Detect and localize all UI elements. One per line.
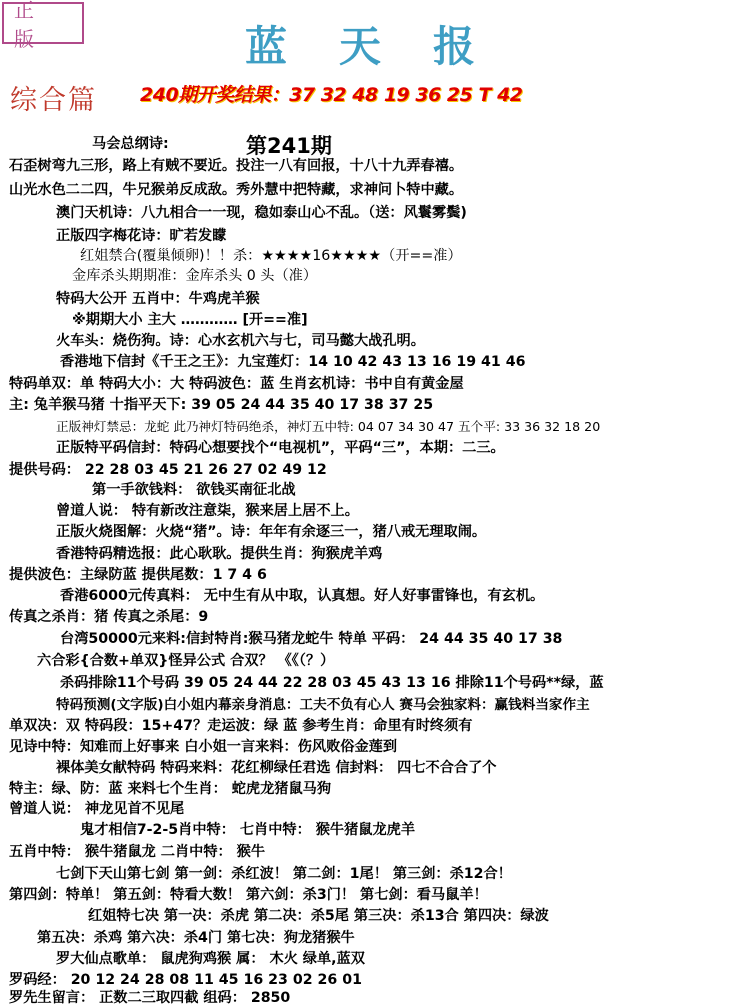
text-line: ※期期大小 主大 ………… [开==准] [72, 312, 308, 328]
previous-results: 240期开奖结果：37 32 48 19 36 25 T 42 [140, 84, 523, 106]
masthead-title: 蓝天报 [245, 22, 528, 71]
text-line: 五肖中特： 猴牛猪鼠龙 二肖中特： 猴牛 [9, 844, 266, 860]
text-line: 罗先生留言： 正数二三取四截 组码： 2850 [9, 990, 291, 1006]
section-title: 综合篇 [10, 85, 97, 116]
text-line: 主: 兔羊猴马猪 十指平天下: 39 05 24 44 35 40 17 38 37 25 [9, 397, 434, 413]
period-number: 第241期 [246, 134, 332, 158]
text-line: 六合彩{合数+单双}怪异公式 合双？ 《《（？） [37, 653, 335, 669]
text-line: 第五决：杀鸡 第六决：杀4门 第七决：狗龙猪猴牛 [37, 930, 355, 946]
text-line: 香港地下信封《千王之王》：九宝莲灯：14 10 42 43 13 16 19 41 46 [60, 354, 526, 370]
text-line: 罗大仙点歌单： 鼠虎狗鸡猴 属： 木火 绿单,蓝双 [56, 951, 365, 967]
text-line: 七剑下天山第七剑 第一剑：杀红波！ 第二剑：1尾！ 第三剑：杀12合！ [56, 866, 512, 882]
text-line: 火车头：烧伤狗。诗：心水玄机六与七，司马懿大战孔明。 [56, 333, 425, 349]
text-line: 正版火烧图解：火烧“猪”。诗：年年有余逐三一，猪八戒无理取闹。 [56, 524, 487, 540]
text-line: 特主：绿、防：蓝 来料七个生肖： 蛇虎龙猪鼠马狗 [9, 781, 332, 797]
text-line: 裸体美女献特码 特码来料：花红柳绿任君选 信封料： 四七不合合了个 [56, 760, 497, 776]
text-line: 山光水色二二四，牛兄猴弟反成敌。秀外慧中把特藏，求神问卜特中藏。 [9, 182, 464, 198]
text-line: 特码单双：单 特码大小：大 特码波色：蓝 生肖玄机诗：书中自有黄金屋 [9, 376, 464, 392]
text-line: 香港特码精选报：此心耿耿。提供生肖：狗猴虎羊鸡 [56, 546, 383, 562]
text-line: 单双决：双 特码段：15+47？走运波：绿 蓝 参考生肖：命里有时终须有 [9, 718, 473, 734]
text-line: 罗码经： 20 12 24 28 08 11 45 16 23 02 26 01 [9, 972, 362, 988]
text-line: 正版四字梅花诗：旷若发矇 [56, 228, 227, 244]
text-line: 曾道人说： 神龙见首不见尾 [9, 801, 185, 817]
text-line: 澳门天机诗：八九相合一一现，稳如泰山心不乱。（送：风鬟雾鬓) [56, 205, 467, 221]
text-line: 鬼才相信7-2-5肖中特： 七肖中特： 猴牛猪鼠龙虎羊 [80, 822, 416, 838]
text-line: 传真之杀肖：猪 传真之杀尾：9 [9, 609, 209, 625]
text-line: 红姐禁合(覆巢倾卵)！！杀：★★★★16★★★★（开==准） [80, 248, 462, 264]
text-line: 第四剑：特单！ 第五剑：特看大数！ 第六剑：杀3门！ 第七剑：看马鼠羊！ [9, 887, 488, 903]
text-line: 第一手欲钱料： 欲钱买南征北战 [92, 482, 296, 498]
text-line: 马会总纲诗: [92, 136, 169, 152]
edition-badge: 正 版 [2, 2, 84, 44]
text-line: 见诗中特：知难而上好事来 白小姐一言来料：伤风败俗金莲到 [9, 739, 398, 755]
text-line: 正版特平码信封：特码心想要找个“电视机”，平码“三”，本期：二三。 [56, 440, 505, 456]
text-line: 金库杀头期期准：金库杀头 0 头（准） [72, 268, 318, 284]
text-line: 特码预测(文字版)白小姐内幕亲身消息：工夫不负有心人 赛马会独家料：赢钱料当家作主 [56, 697, 590, 713]
text-line: 曾道人说： 特有新改注意柒，猴来居上居不上。 [56, 503, 359, 519]
text-line: 杀码排除11个号码 39 05 24 44 22 28 03 45 43 13 16 排除11个号码**绿，蓝 [60, 675, 604, 691]
text-line: 石歪树弯九三形，路上有贼不要近。投注一八有回报，十八十九弄春禧。 [9, 158, 464, 174]
text-line: 台湾50000元来料:信封特肖:猴马猪龙蛇牛 特单 平码： 24 44 35 40 17 38 [60, 631, 563, 647]
text-line: 红姐特七决 第一决：杀虎 第二决：杀5尾 第三决：杀13合 第四决：绿波 [88, 908, 549, 924]
text-line: 正版神灯禁忌：龙蛇 此乃神灯特码绝杀，神灯五中特: 04 07 34 30 47 五个平: 33 36 32 18 20 [56, 419, 601, 434]
text-line: 提供波色：主绿防蓝 提供尾数：1 7 4 6 [9, 567, 267, 583]
text-line: 香港6000元传真料： 无中生有从中取，认真想。好人好事雷锋也，有玄机。 [60, 588, 545, 604]
text-line: 特码大公开 五肖中：牛鸡虎羊猴 [56, 291, 260, 307]
text-line: 提供号码： 22 28 03 45 21 26 27 02 49 12 [9, 462, 327, 478]
